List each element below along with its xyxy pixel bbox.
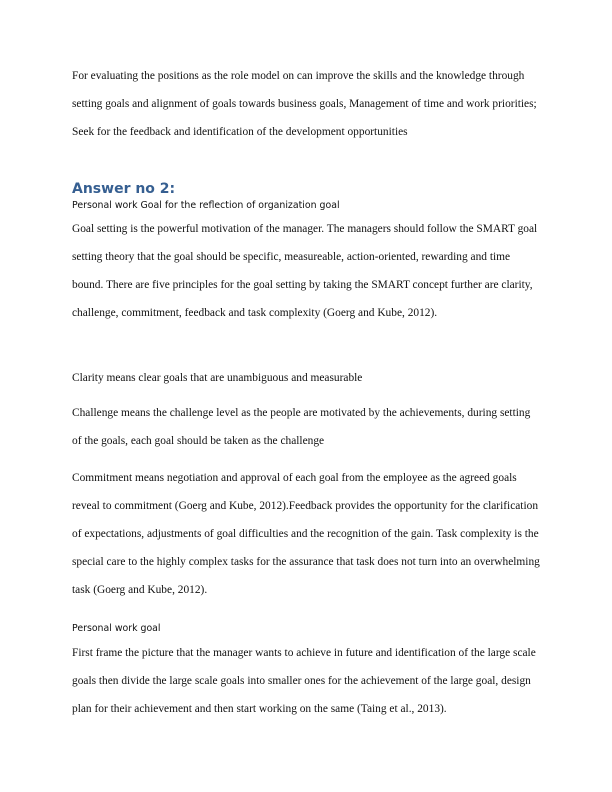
commitment-paragraph: Commitment means negotiation and approval of each goal from the employee as the agreed goals reveal to commitment (Goerg and Kube, 2012).Feedback provides the opportunity for the clarification of expectations, adjustments of goal difficulties and the recognition of the gain. Task complexity is the special care to the highly complex tasks for the assurance that task does not turn into an overwhelming task (Goerg and Kube, 2012).	[72, 472, 540, 596]
intro-paragraph: For evaluating the positions as the role model on can improve the skills and the knowledge through setting goals and alignment of goals towards business goals, Management of time and work priorities; Seek for the feedback and identification of the development opportunities	[72, 70, 537, 138]
personal-goal-paragraph: First frame the picture that the manager wants to achieve in future and identification of the large scale goals then divide the large scale goals into smaller ones for the achievement of the large goal, design plan for their achievement and then start working on the same (Taing et al., 2013).	[72, 647, 536, 715]
goal-setting-paragraph: Goal setting is the powerful motivation of the manager. The managers should follow the SMART goal setting theory that the goal should be specific, measureable, action-oriented, rewarding and time bound. There are five principles for the goal setting by taking the SMART concept further are clarity, challenge, commitment, feedback and task complexity (Goerg and Kube, 2012).	[72, 223, 538, 319]
answer-heading: Answer no 2:	[72, 181, 176, 197]
challenge-paragraph: Challenge means the challenge level as the people are motivated by the achievements, during setting of the goals, each goal should be taken as the challenge	[72, 407, 531, 447]
clarity-paragraph: Clarity means clear goals that are unambiguous and measurable	[72, 372, 363, 384]
personal-goal-subheading: Personal work goal	[72, 623, 161, 634]
section-subheading: Personal work Goal for the reflection of organization goal	[72, 200, 340, 211]
